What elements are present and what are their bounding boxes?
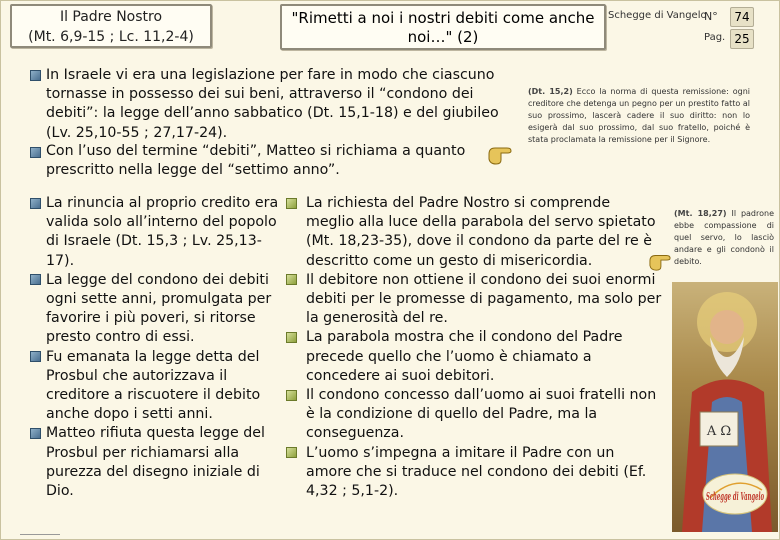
middle-paragraph-5: L’uomo s’impegna a imitare il Padre con un amore che si traduce nel condono dei debiti (Ef. 4,32 ; 5,1-2). xyxy=(306,444,647,500)
pointing-hand-icon xyxy=(487,142,513,166)
subtitle-box xyxy=(280,4,606,50)
left-paragraph-2: La legge del condono dei debiti ogni sette anni, promulgata per favorire i più poveri, si ritorse presto contro di essi. xyxy=(46,271,272,346)
painting-letters: A Ω xyxy=(706,424,732,439)
title-line-1: Il Padre Nostro xyxy=(59,9,163,25)
bullet-icon xyxy=(30,428,41,439)
logo-text: Schegge di Vangelo xyxy=(706,490,764,503)
bullet-icon xyxy=(286,390,297,401)
schegge-logo xyxy=(700,468,770,518)
left-paragraph-1: La rinuncia al proprio credito era valida solo all’interno del popolo di Israele (Dt. 15,3 ; Lv. 25,13-17). xyxy=(46,195,279,269)
intro-paragraph-2: Con l’uso del termine “debiti”, Matteo si richiama a quanto prescritto nella legge del “settimo anno”. xyxy=(46,143,466,179)
middle-paragraph-3: La parabola mostra che il condono del Padre precede quello che l’uomo è chiamato a concedere ai suoi debitori. xyxy=(306,329,623,384)
footnote-text: Ecco la norma di questa remissione: ogni creditore che detenga un pegno per un prestito fatto al suo prossimo, lascerà cadere il suo diritto: non lo esigerà dal suo prossimo, dal suo fratello, poiché è stata proclamata la remissione per il Signore. xyxy=(528,87,750,144)
number-label: N° xyxy=(704,10,718,23)
subtitle: "Rimetti a noi i nostri debiti come anche noi…" (2) xyxy=(291,9,595,46)
footnote-ref: (Dt. 15,2) xyxy=(528,87,573,96)
middle-paragraph-4: Il condono concesso dall’uomo ai suoi fratelli non è la condizione di quello del Padre, ma la conseguenza. xyxy=(306,387,657,442)
bullet-icon xyxy=(286,274,297,285)
title-line-2: (Mt. 6,9-15 ; Lc. 11,2-4) xyxy=(28,29,194,45)
bullet-icon xyxy=(30,351,41,362)
title-box xyxy=(10,4,212,48)
footnote-mt-18-27 xyxy=(674,208,774,268)
footnote-dt-15-2 xyxy=(528,86,750,146)
bullet-icon xyxy=(286,332,297,343)
left-paragraph-3: Fu emanata la legge detta del Prosbul che autorizzava il creditore a riscuotere il debito anche dopo i setti anni. xyxy=(46,348,261,423)
middle-paragraph-2: Il debitore non ottiene il condono dei suoi enormi debiti per le promesse di pagamento, ma solo per la generosità del re. xyxy=(306,271,662,327)
divider xyxy=(20,534,60,535)
middle-column xyxy=(306,194,662,501)
bullet-icon xyxy=(286,198,297,209)
number-badge: 74 xyxy=(730,7,754,27)
footnote-text: Il padrone ebbe compassione di quel servo, lo lasciò andare e gli condonò il debito. xyxy=(674,209,774,266)
bullet-icon xyxy=(30,274,41,285)
left-paragraph-4: Matteo rifiuta questa legge del Prosbul per richiamarsi alla purezza del disegno iniziale di Dio. xyxy=(46,425,265,500)
left-column xyxy=(46,194,281,501)
page-label: Pag. xyxy=(704,32,726,43)
middle-paragraph-1: La richiesta del Padre Nostro si comprende meglio alla luce della parabola del servo spietato (Mt. 18,23-35), dove il condono da parte del re è descritto come un gesto di misericordia. xyxy=(306,195,656,269)
bullet-icon xyxy=(30,147,41,158)
intro-paragraph-1: In Israele vi era una legislazione per fare in modo che ciascuno tornasse in possesso dei sui beni, attraverso il “condono dei debiti”: la legge dell’anno sabbatico (Dt. 15,1-18) e del giubileo (Lv. 25,10-55 ; 27,17-24). xyxy=(46,67,499,141)
pointing-hand-icon xyxy=(648,250,672,272)
bullet-icon xyxy=(30,70,41,81)
bullet-icon xyxy=(286,447,297,458)
bullet-icon xyxy=(30,198,41,209)
footnote-ref: (Mt. 18,27) xyxy=(674,209,727,218)
series-label: Schegge di Vangelo xyxy=(608,10,707,21)
page-badge: 25 xyxy=(730,29,754,49)
